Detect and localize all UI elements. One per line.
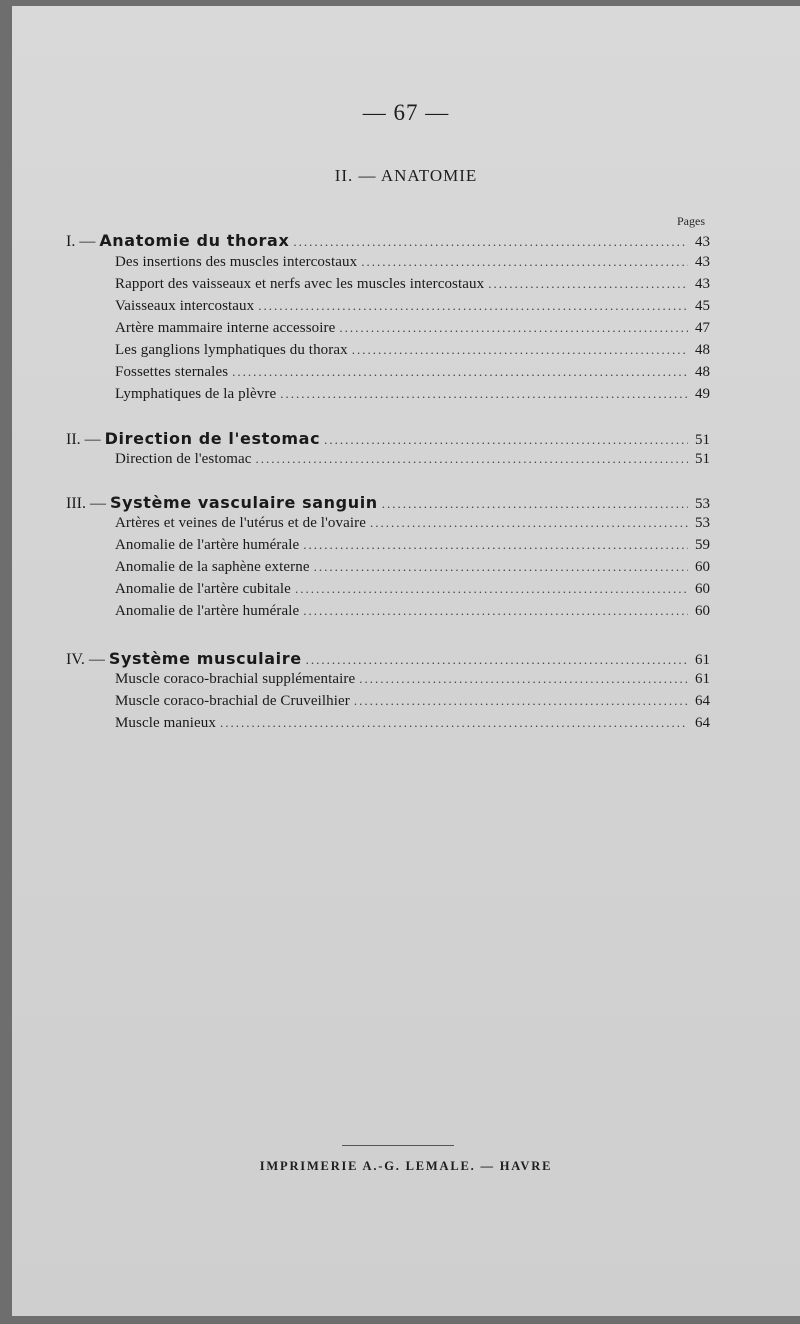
toc-entry [66,254,710,276]
toc-section-2 [66,429,710,451]
leader-dots [232,364,688,380]
section-page: 51 [695,432,710,448]
leader-dots [354,693,688,709]
entry-label: Rapport des vaisseaux et nerfs avec les muscles intercostaux [115,276,485,292]
leader-dots [295,581,688,597]
entry-page: 60 [695,559,710,575]
section-page: 61 [695,652,710,668]
leader-dots [324,432,688,448]
leader-dots [339,320,688,336]
entry-label: Anomalie de l'artère humérale [115,603,300,619]
section-number: I. — [66,233,96,250]
toc-entry [66,451,710,473]
entry-label: Anomalie de l'artère humérale [115,537,300,553]
leader-dots [258,298,688,314]
entry-label: Lymphatiques de la plèvre [115,386,277,402]
entry-label: Muscle coraco-brachial supplémentaire [115,671,356,687]
leader-dots [220,715,688,731]
leader-dots [306,652,688,668]
toc-entry [66,603,710,625]
toc-entry [66,537,710,559]
toc-entry [66,715,710,737]
leader-dots [314,559,688,575]
toc-section-1 [66,231,710,253]
entry-page: 45 [695,298,710,314]
entry-page: 64 [695,693,710,709]
leader-dots [488,276,688,292]
toc-entry [66,671,710,693]
section-title: Système musculaire [108,649,302,668]
toc-section-3 [66,493,710,515]
toc-entry [66,364,710,386]
printer-imprint: IMPRIMERIE A.-G. LEMALE. — HAVRE [259,1159,553,1173]
page-number: — 67 — [362,100,450,125]
toc-entry [66,515,710,537]
leader-dots [293,234,688,250]
toc-entry [66,386,710,408]
entry-page: 47 [695,320,710,336]
section-page: 53 [695,496,710,512]
leader-dots [256,451,688,467]
entry-page: 60 [695,581,710,597]
section-title: Direction de l'estomac [104,429,321,448]
entry-label: Anomalie de la saphène externe [115,559,310,575]
toc-entry [66,320,710,342]
section-title: Système vasculaire sanguin [109,493,378,512]
entry-label: Direction de l'estomac [115,451,252,467]
section-page: 43 [695,234,710,250]
entry-label: Des insertions des muscles intercostaux [115,254,358,270]
footer-rule [342,1145,454,1146]
entry-page: 61 [695,671,710,687]
section-title: Anatomie du thorax [99,231,290,250]
book-page [12,6,800,1316]
entry-page: 51 [695,451,710,467]
toc-entry [66,693,710,715]
leader-dots [382,496,688,512]
leader-dots [352,342,688,358]
entry-label: Artères et veines de l'utérus et de l'ovaire [115,515,366,531]
leader-dots [370,515,688,531]
toc-entry [66,342,710,364]
toc-section-4 [66,649,710,671]
leader-dots [361,254,688,270]
entry-page: 48 [695,364,710,380]
pages-column-label: Pages [677,214,705,228]
entry-page: 59 [695,537,710,553]
entry-label: Muscle coraco-brachial de Cruveilhier [115,693,350,709]
toc-entry [66,581,710,603]
leader-dots [303,603,688,619]
entry-page: 48 [695,342,710,358]
entry-label: Muscle manieux [115,715,216,731]
entry-label: Anomalie de l'artère cubitale [115,581,291,597]
entry-page: 60 [695,603,710,619]
toc-entry [66,298,710,320]
chapter-title: II. — ANATOMIE [334,166,478,185]
entry-label: Les ganglions lymphatiques du thorax [115,342,348,358]
leader-dots [303,537,688,553]
entry-page: 43 [695,254,710,270]
toc-entry [66,276,710,298]
entry-label: Fossettes sternales [115,364,229,380]
section-number: III. — [66,495,106,512]
leader-dots [359,671,688,687]
entry-page: 49 [695,386,710,402]
leader-dots [280,386,688,402]
entry-page: 43 [695,276,710,292]
section-number: II. — [66,431,101,448]
toc-entry [66,559,710,581]
section-number: IV. — [66,651,105,668]
entry-label: Vaisseaux intercostaux [115,298,255,314]
entry-label: Artère mammaire interne accessoire [115,320,336,336]
entry-page: 64 [695,715,710,731]
entry-page: 53 [695,515,710,531]
